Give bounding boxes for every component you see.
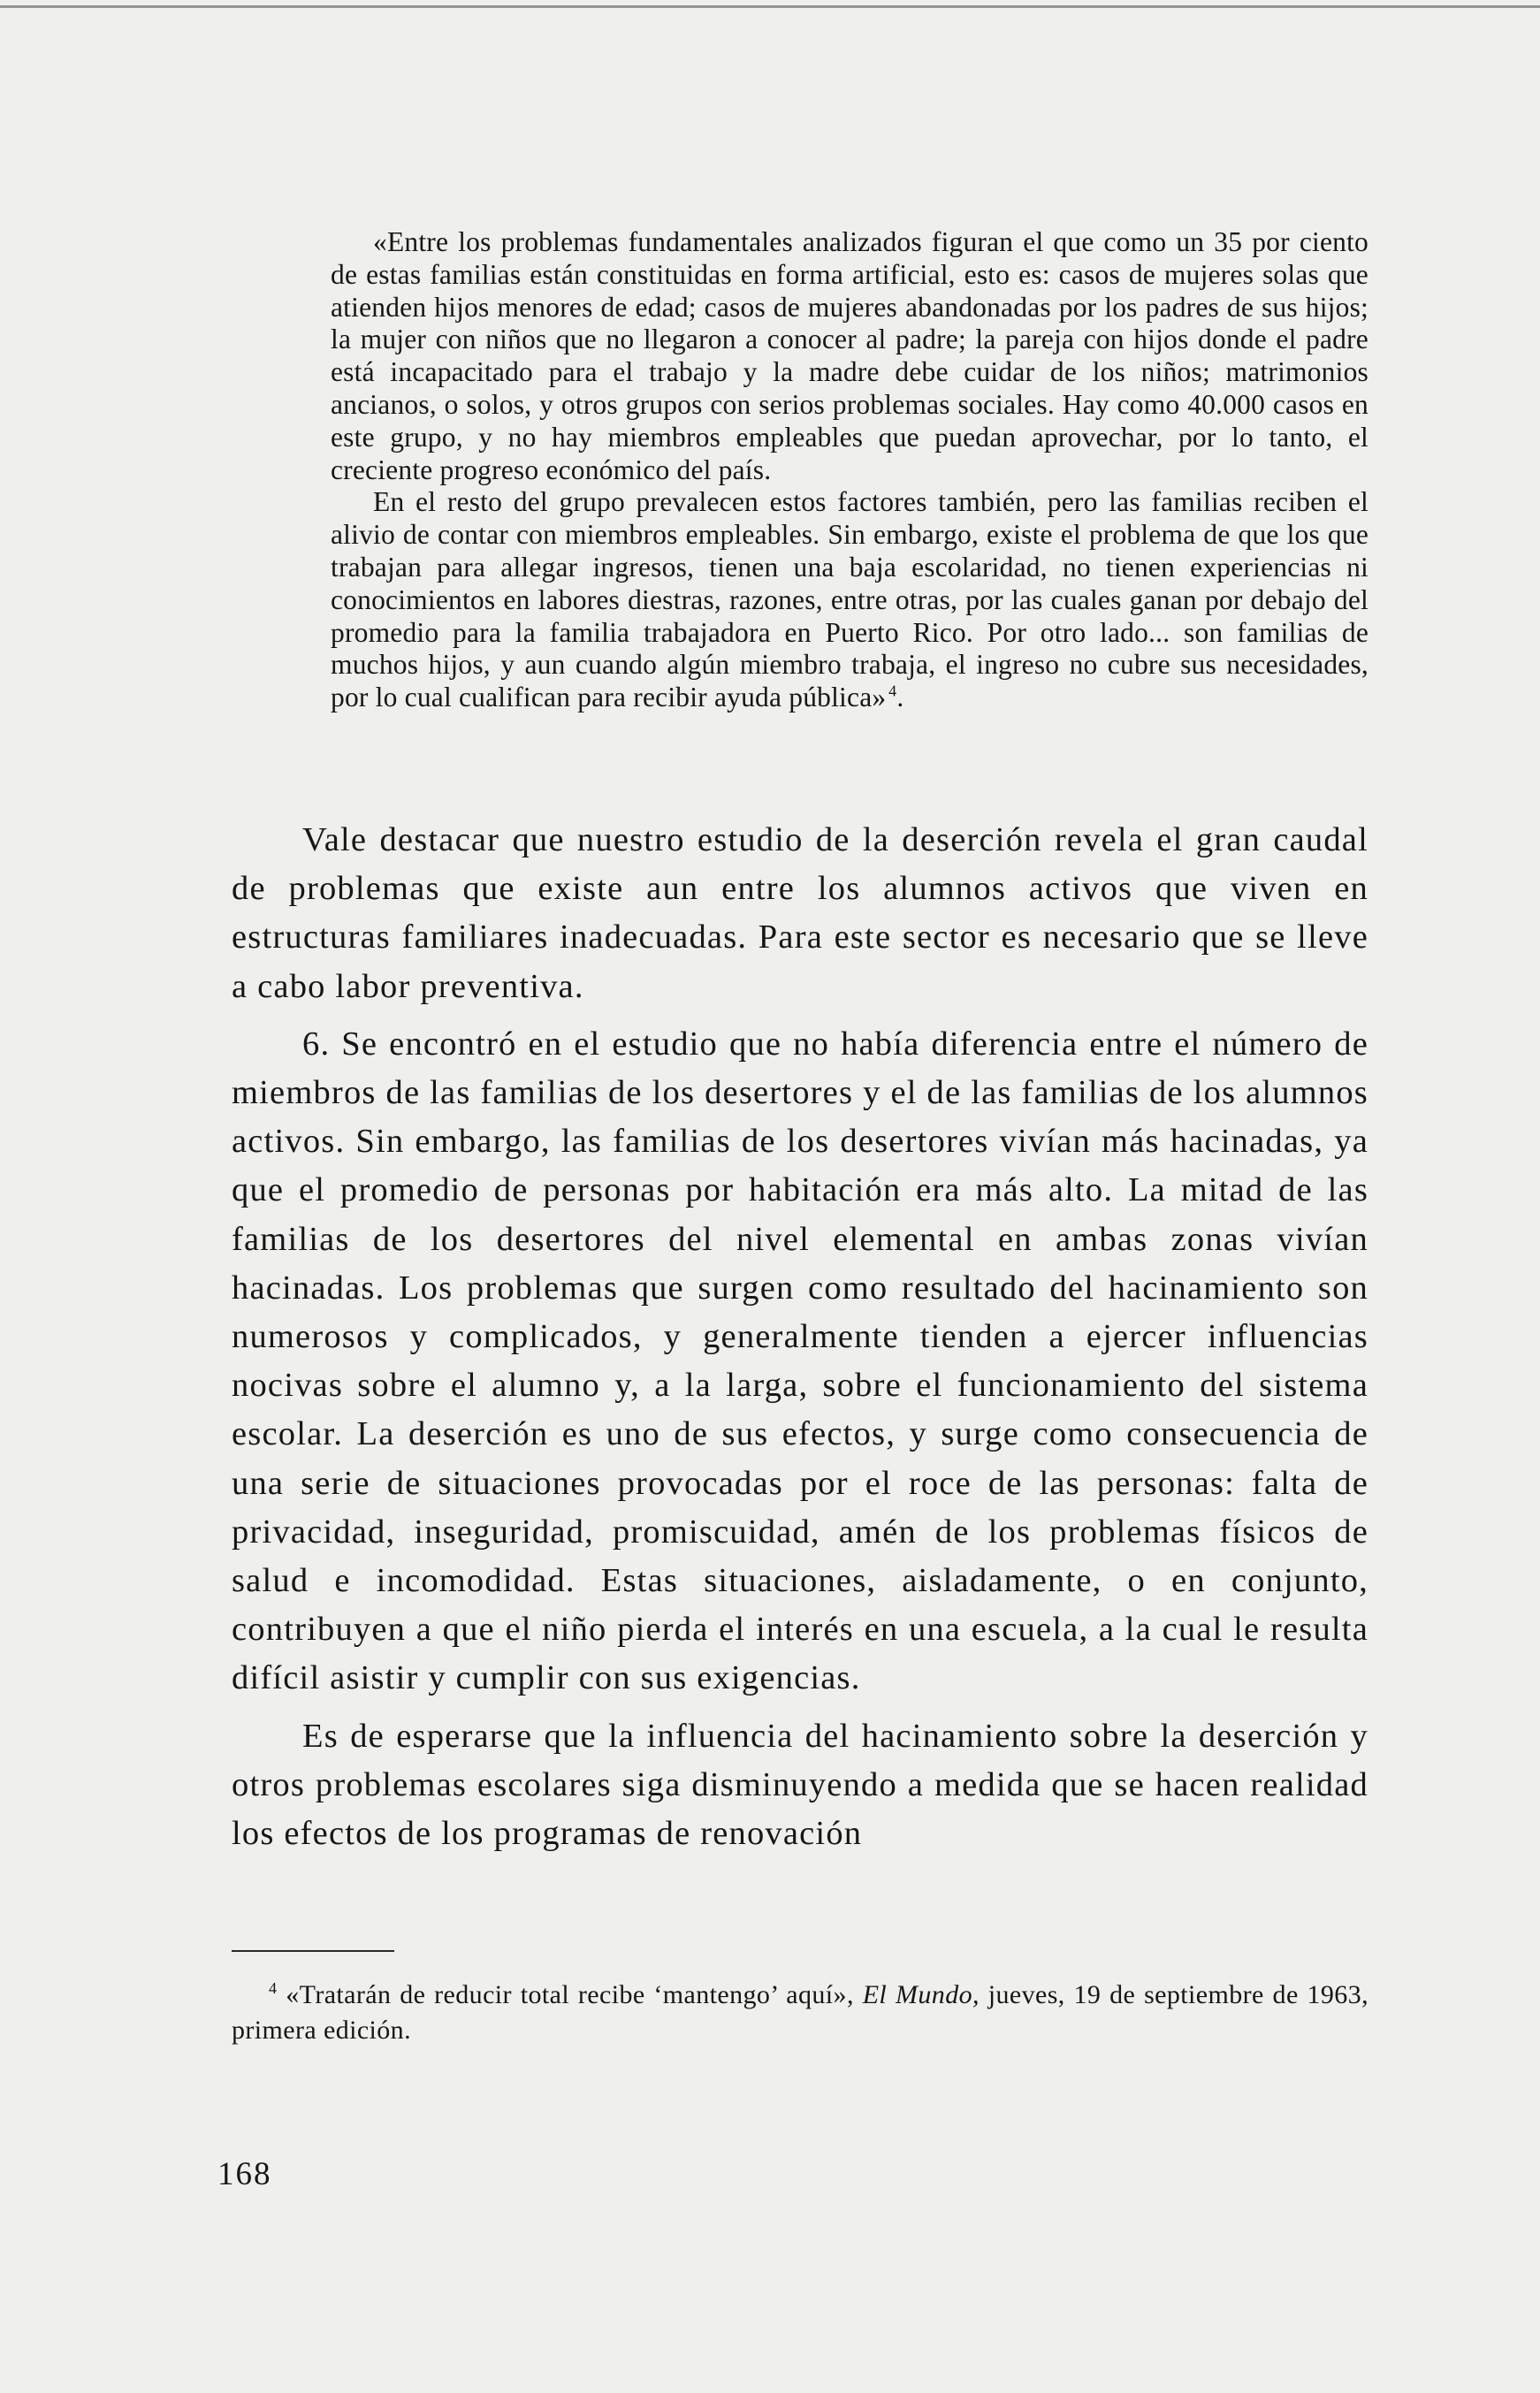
page-top-edge <box>0 5 1540 8</box>
page-number: 168 <box>217 2156 272 2192</box>
footnote-divider <box>232 1950 394 1952</box>
body-paragraph: Es de esperarse que la influencia del hacinamiento sobre la deserción y otros problemas escolares siga disminuyendo a medida que se hacen realidad los efectos de los programas de renovación <box>232 1717 1368 1853</box>
footnote-text-end: jueves, 19 de septiembre de 1963, primera edición. <box>232 1980 1368 2045</box>
quote-paragraph <box>331 486 1368 714</box>
body-text <box>232 816 1368 1858</box>
footnote <box>232 1978 1368 2048</box>
footnote-source: El Mundo, <box>862 1980 980 2009</box>
body-paragraph: Vale destacar que nuestro estudio de la deserción revela el gran caudal de problemas que existe aun entre los alumnos activos que viven en estructuras familiares inadecuadas. Para este sector es necesario que se lleve a cabo labor preventiva. <box>232 821 1368 1005</box>
footnote-marker: 4 <box>269 1979 278 1997</box>
quote-paragraph-text: En el resto del grupo prevalecen estos factores también, pero las familias reciben el alivio de contar con miembros empleables. Sin embargo, existe el problema de que los que trabajan para allegar ingresos, tienen una baja escolaridad, no tienen experiencias ni conocimientos en labores diestras, razones, entre otras, por las cuales ganan por debajo del promedio para la familia trabajadora en Puerto Rico. Por otro lado... son familias de muchos hijos, y aun cuando algún miembro trabaja, el ingreso no cubre sus necesidades, por lo cual cualifican para recibir ayuda pública» <box>331 486 1368 713</box>
block-quote <box>331 226 1368 714</box>
quote-paragraph: «Entre los problemas fundamentales analizados figuran el que como un 35 por ciento de estas familias están constituidas en forma artificial, esto es: casos de mujeres solas que atienden hijos menores de edad; casos de mujeres abandonadas por los padres de sus hijos; la mujer con niños que no llegaron a conocer al padre; la pareja con hijos donde el padre está incapacitado para el trabajo y la madre debe cuidar de los niños; matrimonios ancianos, o solos, y otros grupos con serios problemas sociales. Hay como 40.000 casos en este grupo, y no hay miembros empleables que puedan aprovechar, por lo tanto, el creciente progreso económico del país. <box>331 226 1368 485</box>
footnote-reference: 4 <box>888 682 897 700</box>
footnote-text: «Tratarán de reducir total recibe ‘mantengo’ aquí», <box>286 1980 854 2009</box>
quote-paragraph-period: . <box>896 682 904 713</box>
body-paragraph: 6. Se encontró en el estudio que no había diferencia entre el número de miembros de las familias de los desertores y el de las familias de los alumnos activos. Sin embargo, las familias de los desertores vivían más hacinadas, ya que el promedio de personas por habitación era más alto. La mitad de las familias de los desertores del nivel elemental en ambas zonas vivían hacinadas. Los problemas que surgen como resultado del hacinamiento son numerosos y complicados, y generalmente tienden a ejercer influencias nocivas sobre el alumno y, a la larga, sobre el funcionamiento del sistema escolar. La deserción es uno de sus efectos, y surge como consecuencia de una serie de situaciones provocadas por el roce de las personas: falta de privacidad, inseguridad, promiscuidad, amén de los problemas físicos de salud e incomodidad. Estas situaciones, aisladamente, o en conjunto, contribuyen a que el niño pierda el interés en una escuela, a la cual le resulta difícil asistir y cumplir con sus exigencias. <box>232 1025 1368 1697</box>
